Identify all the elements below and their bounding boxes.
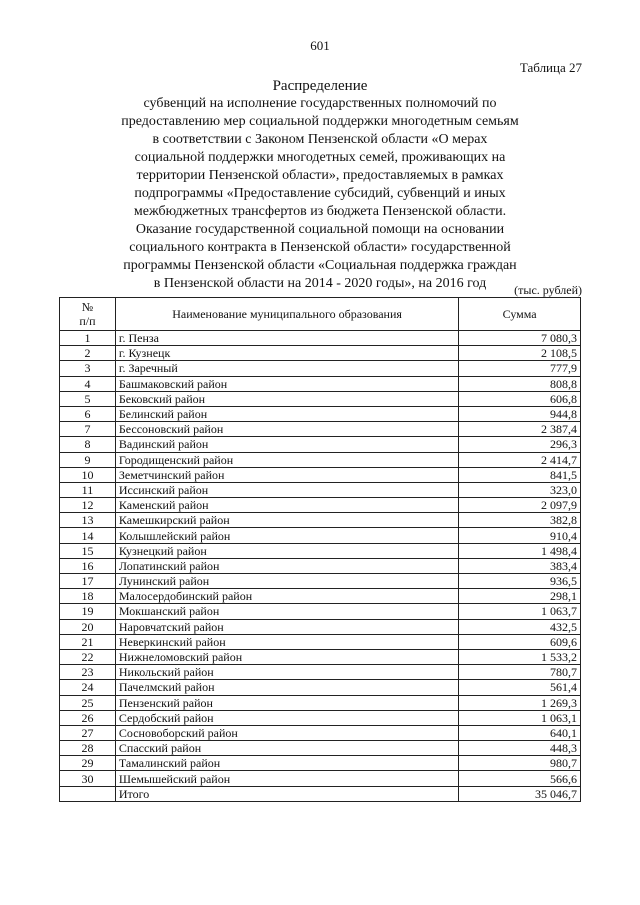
cell-num — [60, 786, 116, 801]
table-row — [60, 437, 581, 452]
cell-num: 15 — [60, 543, 116, 558]
cell-name: Сосновоборский район — [115, 725, 458, 740]
cell-name: Сердобский район — [115, 710, 458, 725]
title-line: в соответствии с Законом Пензенской области «О мерах — [152, 132, 488, 147]
cell-num: 3 — [60, 361, 116, 376]
cell-num: 22 — [60, 649, 116, 664]
cell-num: 18 — [60, 589, 116, 604]
cell-name: Спасский район — [115, 741, 458, 756]
table-row — [60, 634, 581, 649]
cell-sum: 2 108,5 — [459, 346, 581, 361]
table-row — [60, 574, 581, 589]
table-row — [60, 376, 581, 391]
cell-sum: 780,7 — [459, 665, 581, 680]
cell-num: 8 — [60, 437, 116, 452]
table-row — [60, 741, 581, 756]
title-line: территории Пензенской области», предоставляемых в рамках — [136, 168, 504, 183]
cell-num: 24 — [60, 680, 116, 695]
cell-num: 13 — [60, 513, 116, 528]
title-line: социальной поддержки многодетных семей, проживающих на — [134, 150, 506, 165]
cell-num: 17 — [60, 574, 116, 589]
table-row — [60, 558, 581, 573]
cell-num: 9 — [60, 452, 116, 467]
cell-sum: 383,4 — [459, 558, 581, 573]
cell-num: 12 — [60, 498, 116, 513]
cell-name: Городищенский район — [115, 452, 458, 467]
cell-num: 30 — [60, 771, 116, 786]
title-line: межбюджетных трансфертов из бюджета Пензенской области. — [133, 204, 507, 219]
cell-num: 5 — [60, 391, 116, 406]
total-sum: 35 046,7 — [459, 786, 581, 801]
cell-num: 16 — [60, 558, 116, 573]
cell-num: 2 — [60, 346, 116, 361]
cell-num: 25 — [60, 695, 116, 710]
cell-sum: 640,1 — [459, 725, 581, 740]
cell-name: Тамалинский район — [115, 756, 458, 771]
cell-num: 11 — [60, 482, 116, 497]
cell-name: Белинский район — [115, 406, 458, 421]
cell-sum: 841,5 — [459, 467, 581, 482]
cell-sum: 323,0 — [459, 482, 581, 497]
table-row — [60, 391, 581, 406]
cell-name: Бессоновский район — [115, 422, 458, 437]
table-row — [60, 482, 581, 497]
cell-sum: 382,8 — [459, 513, 581, 528]
table-row — [60, 771, 581, 786]
distribution-table — [59, 297, 581, 802]
cell-sum: 448,3 — [459, 741, 581, 756]
cell-num: 21 — [60, 634, 116, 649]
cell-num: 10 — [60, 467, 116, 482]
table-row — [60, 331, 581, 346]
cell-name: Лопатинский район — [115, 558, 458, 573]
table-row — [60, 619, 581, 634]
cell-name: Лунинский район — [115, 574, 458, 589]
cell-num: 23 — [60, 665, 116, 680]
cell-sum: 296,3 — [459, 437, 581, 452]
cell-name: Пачелмский район — [115, 680, 458, 695]
cell-num: 27 — [60, 725, 116, 740]
document-title — [60, 77, 580, 293]
cell-sum: 1 063,7 — [459, 604, 581, 619]
table-row — [60, 528, 581, 543]
title-line: социального контракта в Пензенской области» государственной — [129, 240, 511, 255]
cell-name: Земетчинский район — [115, 467, 458, 482]
title-line: подпрограммы «Предоставление субсидий, субвенций и иных — [134, 186, 506, 201]
title-description — [60, 95, 580, 293]
cell-num: 7 — [60, 422, 116, 437]
title-line: предоставлению мер социальной поддержки многодетным семьям — [121, 114, 519, 129]
cell-sum: 606,8 — [459, 391, 581, 406]
cell-num: 28 — [60, 741, 116, 756]
cell-sum: 432,5 — [459, 619, 581, 634]
table-row — [60, 756, 581, 771]
cell-name: Колышлейский район — [115, 528, 458, 543]
header-sum: Сумма — [459, 298, 581, 331]
cell-name: Шемышейский район — [115, 771, 458, 786]
table-row — [60, 649, 581, 664]
cell-sum: 936,5 — [459, 574, 581, 589]
cell-num: 14 — [60, 528, 116, 543]
cell-sum: 566,6 — [459, 771, 581, 786]
total-row — [60, 786, 581, 801]
page-number: 601 — [310, 38, 330, 53]
cell-name: г. Пенза — [115, 331, 458, 346]
cell-sum: 7 080,3 — [459, 331, 581, 346]
cell-name: Кузнецкий район — [115, 543, 458, 558]
table-row — [60, 725, 581, 740]
cell-sum: 777,9 — [459, 361, 581, 376]
table-row — [60, 406, 581, 421]
cell-sum: 561,4 — [459, 680, 581, 695]
title-line: субвенций на исполнение государственных полномочий по — [143, 96, 497, 111]
cell-name: Бековский район — [115, 391, 458, 406]
table-row — [60, 543, 581, 558]
cell-name: Камешкирский район — [115, 513, 458, 528]
table-row — [60, 361, 581, 376]
cell-sum: 2 414,7 — [459, 452, 581, 467]
table-row — [60, 498, 581, 513]
header-number: № п/п — [60, 298, 116, 331]
cell-num: 6 — [60, 406, 116, 421]
header-name: Наименование муниципального образования — [115, 298, 458, 331]
cell-sum: 910,4 — [459, 528, 581, 543]
cell-name: Никольский район — [115, 665, 458, 680]
cell-sum: 1 533,2 — [459, 649, 581, 664]
cell-sum: 1 269,3 — [459, 695, 581, 710]
cell-name: г. Кузнецк — [115, 346, 458, 361]
cell-name: Неверкинский район — [115, 634, 458, 649]
title-line: Оказание государственной социальной помощи на основании — [135, 222, 505, 237]
title-line: программы Пензенской области «Социальная поддержка граждан — [123, 258, 517, 273]
table-row — [60, 695, 581, 710]
cell-num: 20 — [60, 619, 116, 634]
cell-name: Каменский район — [115, 498, 458, 513]
cell-name: Иссинский район — [115, 482, 458, 497]
cell-sum: 808,8 — [459, 376, 581, 391]
table-row — [60, 513, 581, 528]
cell-num: 29 — [60, 756, 116, 771]
table-label: Таблица 27 — [519, 60, 582, 75]
table-row — [60, 346, 581, 361]
table-header-row — [60, 298, 581, 331]
cell-name: Башмаковский район — [115, 376, 458, 391]
total-label: Итого — [115, 786, 458, 801]
cell-sum: 2 387,4 — [459, 422, 581, 437]
cell-sum: 2 097,9 — [459, 498, 581, 513]
cell-num: 1 — [60, 331, 116, 346]
cell-name: Малосердобинский район — [115, 589, 458, 604]
cell-num: 19 — [60, 604, 116, 619]
cell-sum: 609,6 — [459, 634, 581, 649]
cell-name: Пензенский район — [115, 695, 458, 710]
cell-name: г. Заречный — [115, 361, 458, 376]
cell-sum: 298,1 — [459, 589, 581, 604]
cell-name: Нижнеломовский район — [115, 649, 458, 664]
cell-num: 4 — [60, 376, 116, 391]
table-row — [60, 710, 581, 725]
cell-name: Вадинский район — [115, 437, 458, 452]
table-row — [60, 604, 581, 619]
table-row — [60, 665, 581, 680]
title-line: в Пензенской области на 2014 - 2020 годы», на 2016 год — [153, 276, 487, 291]
cell-sum: 980,7 — [459, 756, 581, 771]
cell-num: 26 — [60, 710, 116, 725]
cell-sum: 1 063,1 — [459, 710, 581, 725]
cell-sum: 1 498,4 — [459, 543, 581, 558]
table-row — [60, 589, 581, 604]
cell-sum: 944,8 — [459, 406, 581, 421]
table-row — [60, 467, 581, 482]
cell-name: Наровчатский район — [115, 619, 458, 634]
cell-name: Мокшанский район — [115, 604, 458, 619]
table-row — [60, 422, 581, 437]
table-row — [60, 452, 581, 467]
title-main: Распределение — [272, 78, 368, 94]
units-label: (тыс. рублей) — [514, 283, 582, 297]
table-row — [60, 680, 581, 695]
